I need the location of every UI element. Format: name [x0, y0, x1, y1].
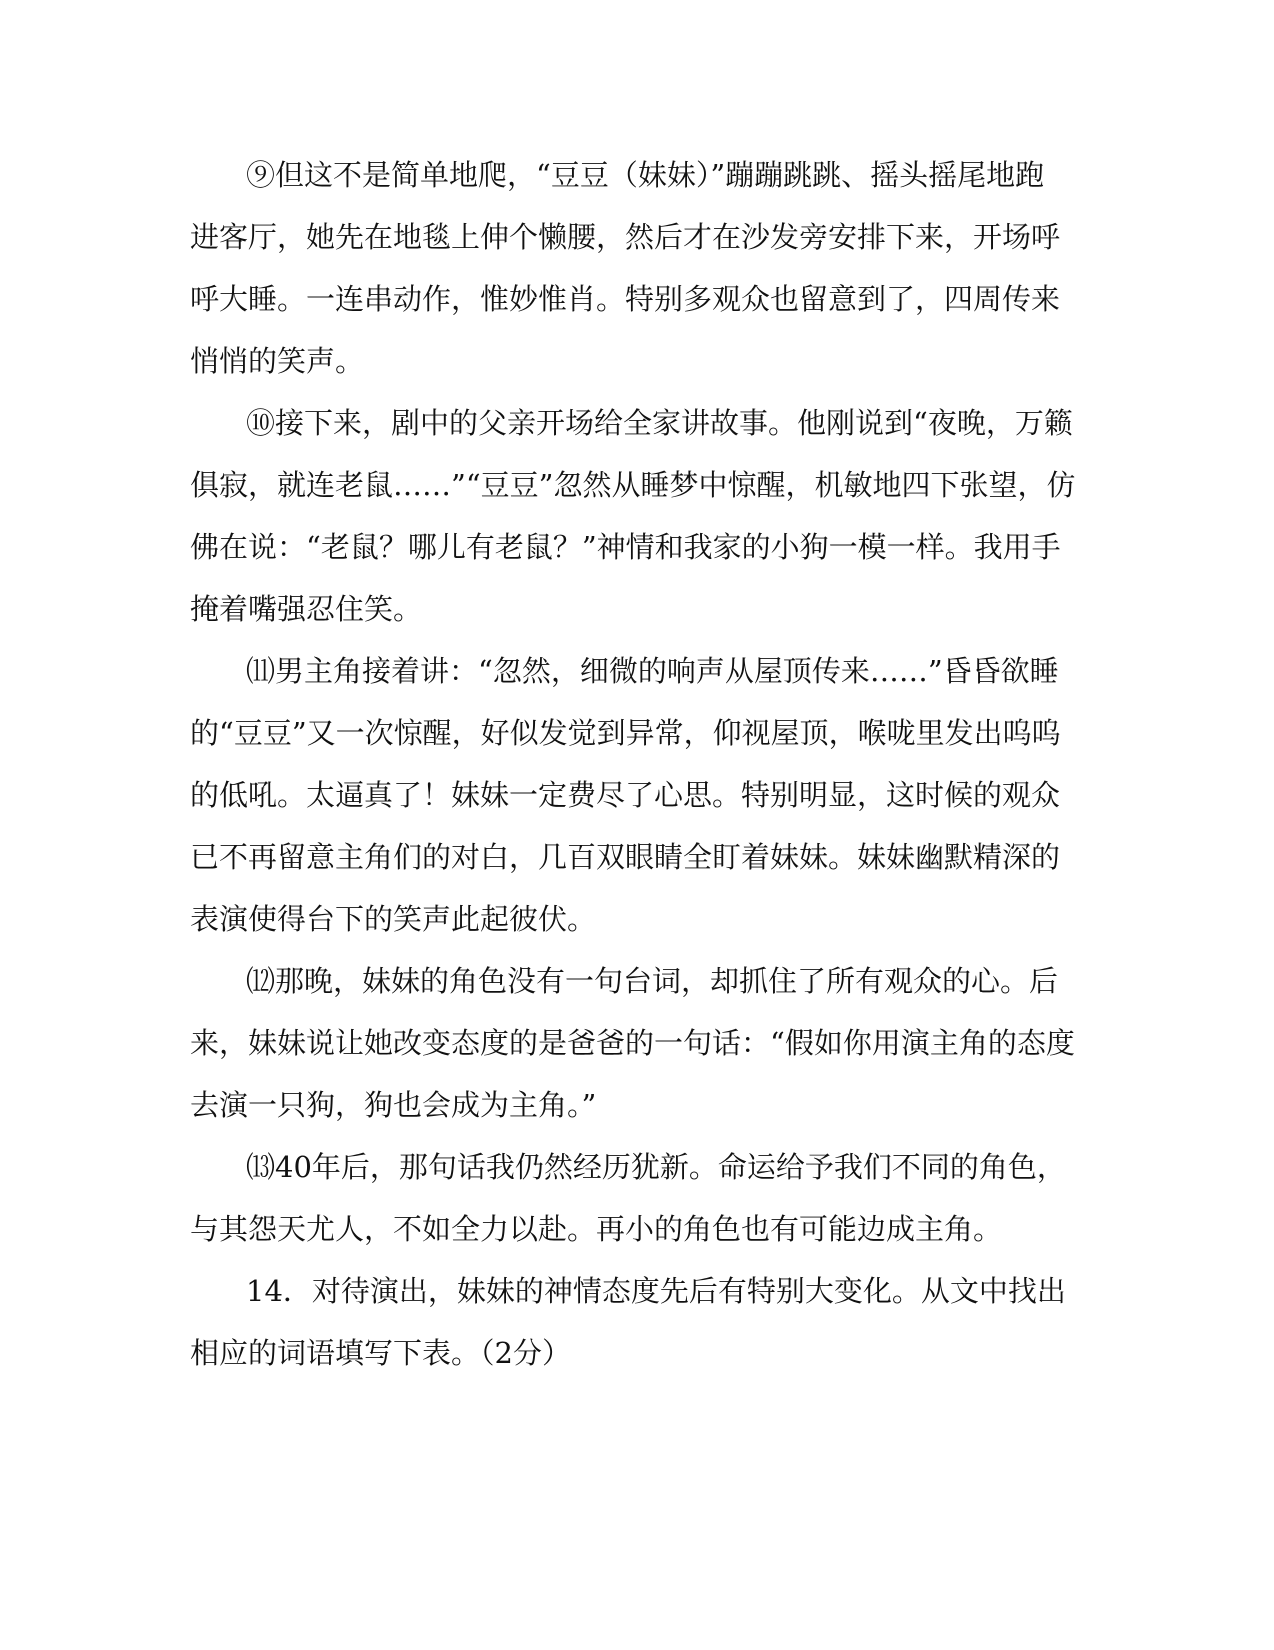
paragraph-11-line-4: 已不再留意主角们的对白，几百双眼睛全盯着妹妹。妹妹幽默精深的 — [190, 840, 1061, 874]
paragraph-9-line-1: ⑨但这不是简单地爬，“豆豆（妹妹）”蹦蹦跳跳、摇头摇尾地跑 — [246, 158, 1045, 192]
paragraph-12-line-2: 来，妹妹说让她改变态度的是爸爸的一句话：“假如你用演主角的态度 — [190, 1026, 1075, 1060]
paragraph-11-line-2: 的“豆豆”又一次惊醒，好似发觉到异常，仰视屋顶，喉咙里发出呜呜 — [190, 716, 1061, 750]
question-14-line-2: 相应的词语填写下表。（2分） — [190, 1336, 571, 1370]
paragraph-11-line-1: ⑾男主角接着讲：“忽然，细微的响声从屋顶传来……”昏昏欲睡 — [246, 654, 1059, 688]
paragraph-10-line-2: 俱寂，就连老鼠……”“豆豆”忽然从睡梦中惊醒，机敏地四下张望，仿 — [190, 468, 1076, 502]
question-14-line-1: 14．对待演出，妹妹的神情态度先后有特别大变化。从文中找出 — [246, 1274, 1066, 1308]
paragraph-13-line-1: ⒀40年后，那句话我仍然经历犹新。命运给予我们不同的角色， — [246, 1150, 1066, 1184]
paragraph-9-line-3: 呼大睡。一连串动作，惟妙惟肖。特别多观众也留意到了，四周传来 — [190, 282, 1061, 316]
paragraph-9-line-2: 进客厅，她先在地毯上伸个懒腰，然后才在沙发旁安排下来，开场呼 — [190, 220, 1061, 254]
paragraph-12-line-3: 去演一只狗，狗也会成为主角。” — [190, 1088, 597, 1122]
paragraph-9-line-4: 悄悄的笑声。 — [190, 344, 365, 378]
paragraph-10-line-3: 佛在说：“老鼠？哪儿有老鼠？”神情和我家的小狗一模一样。我用手 — [190, 530, 1061, 564]
paragraph-12-line-1: ⑿那晚，妹妹的角色没有一句台词，却抓住了所有观众的心。后 — [246, 964, 1059, 998]
paragraph-13-line-2: 与其怨天尤人，不如全力以赴。再小的角色也有可能边成主角。 — [190, 1212, 1003, 1246]
paragraph-10-line-1: ⑩接下来，剧中的父亲开场给全家讲故事。他刚说到“夜晚，万籁 — [246, 406, 1073, 440]
paragraph-11-line-5: 表演使得台下的笑声此起彼伏。 — [190, 902, 597, 936]
paragraph-11-line-3: 的低吼。太逼真了！妹妹一定费尽了心思。特别明显，这时候的观众 — [190, 778, 1061, 812]
paragraph-10-line-4: 掩着嘴强忍住笑。 — [190, 592, 423, 626]
